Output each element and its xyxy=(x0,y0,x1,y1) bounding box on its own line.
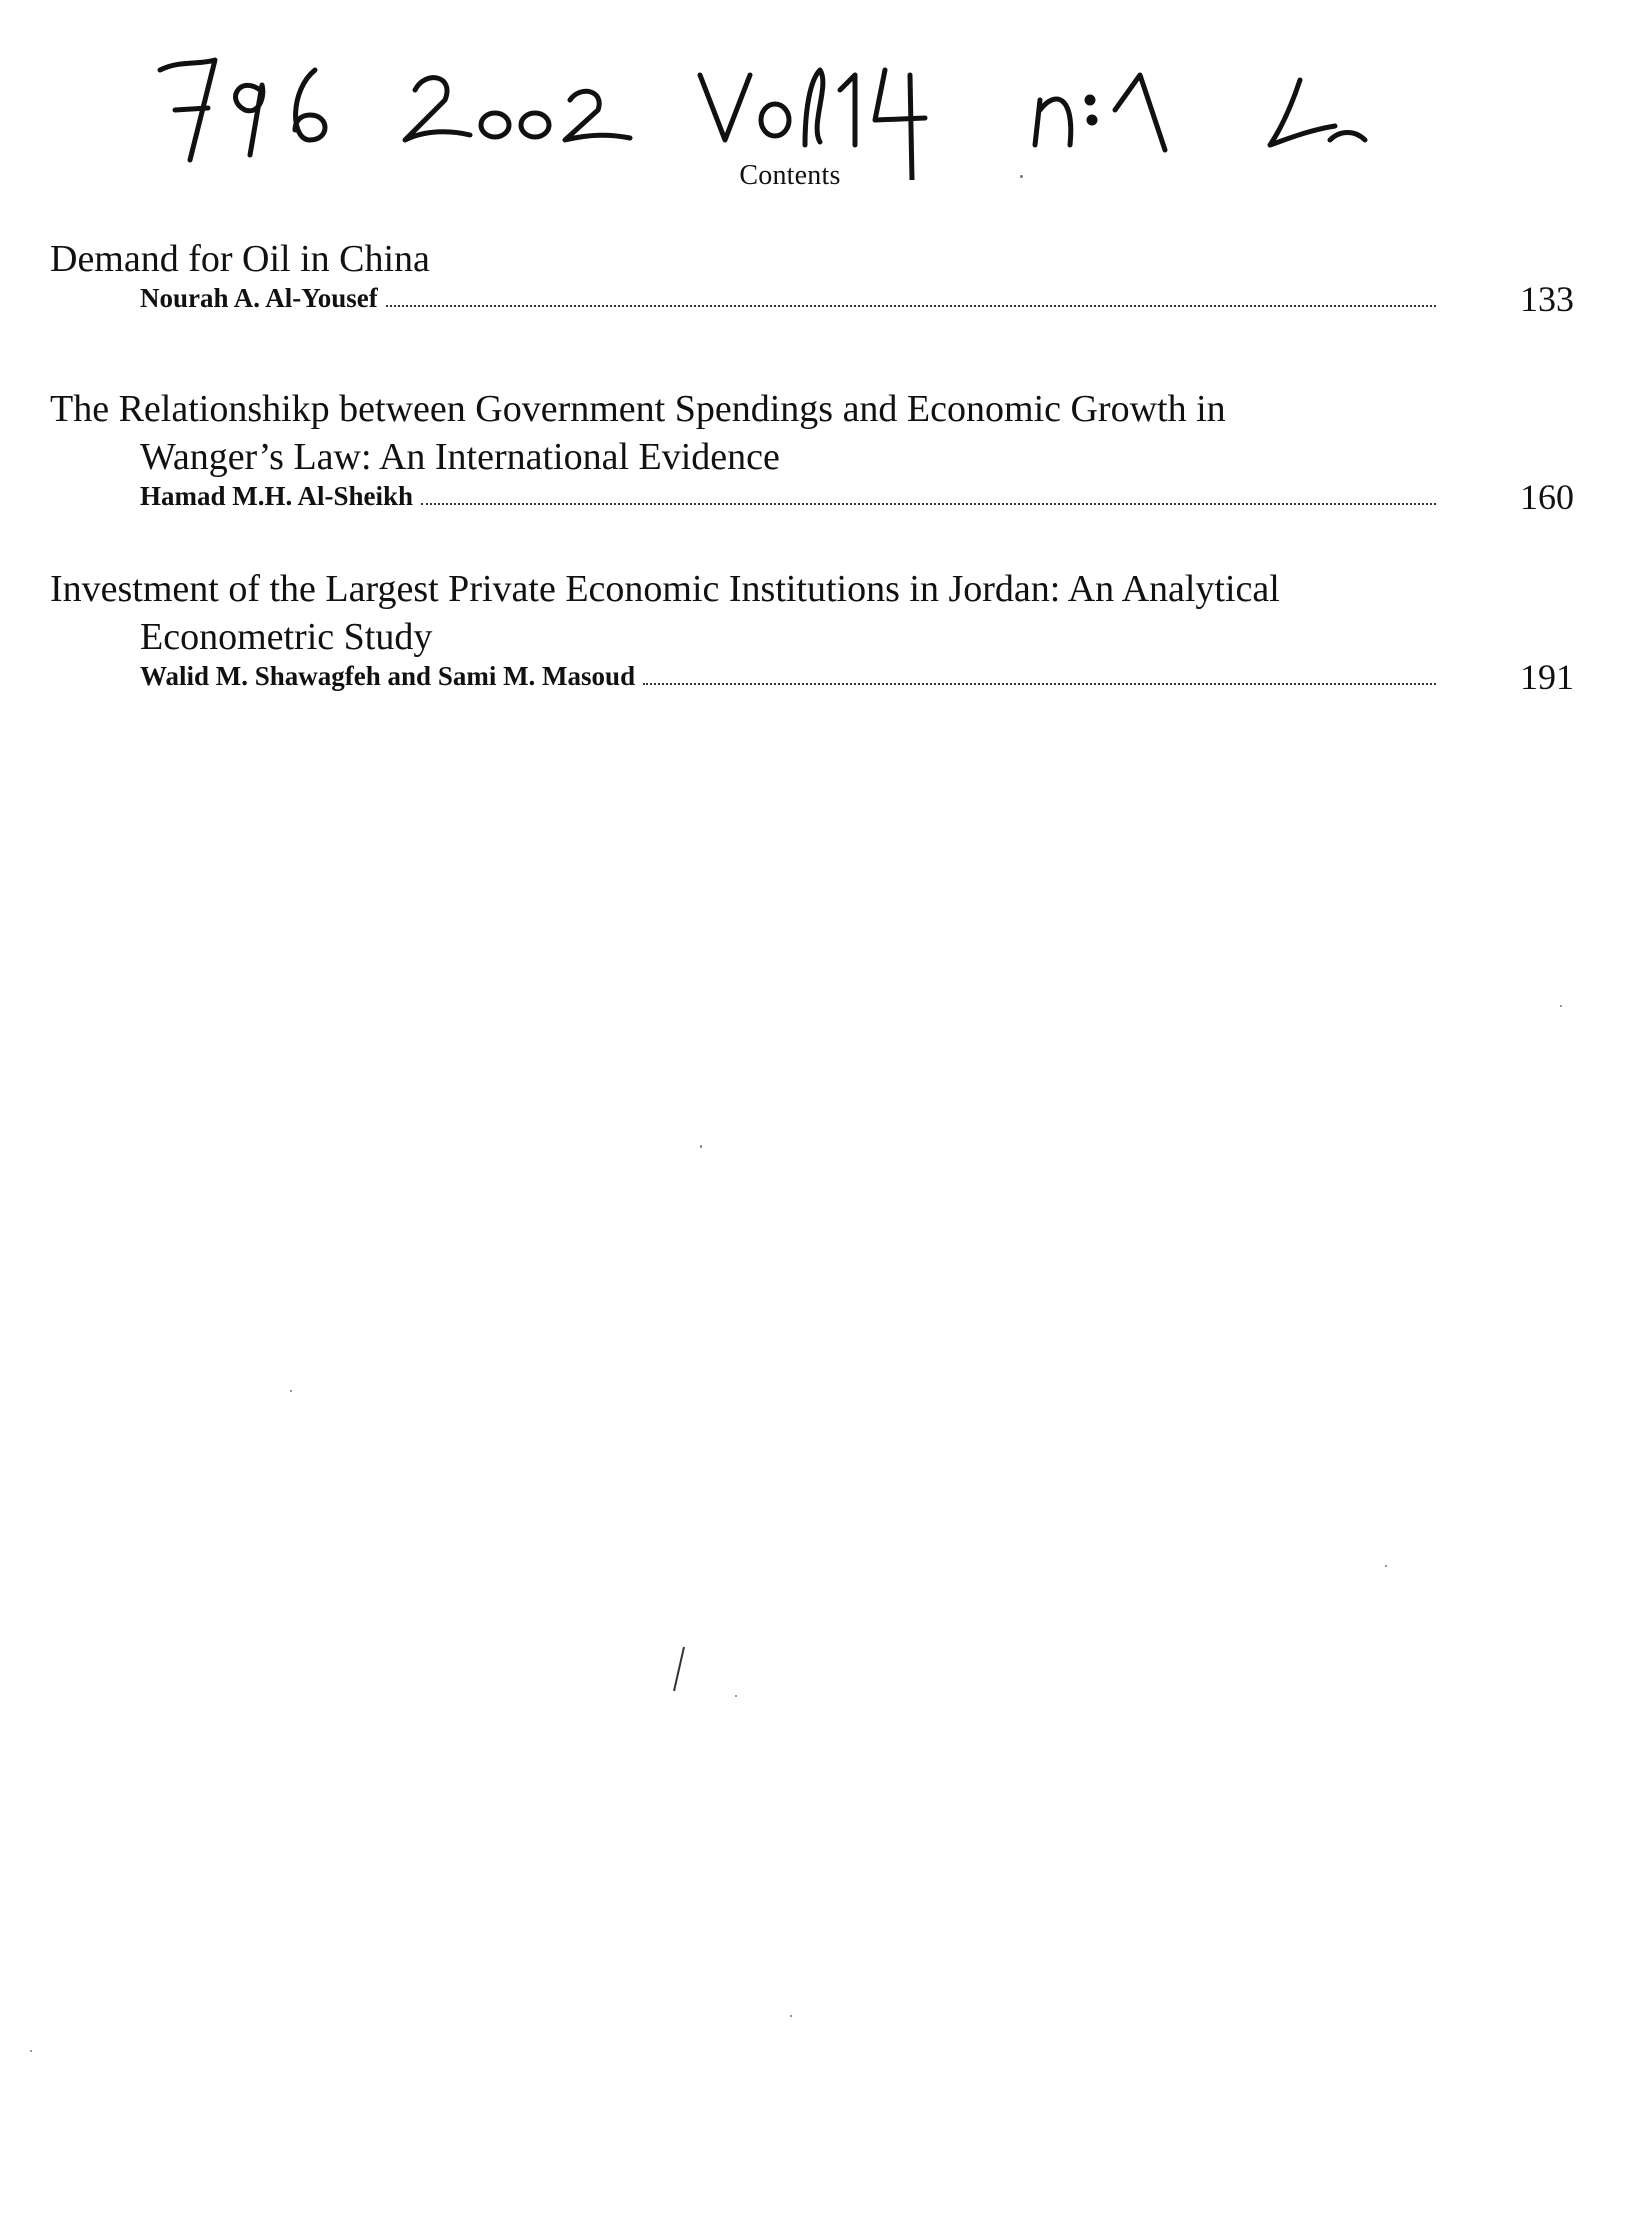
scan-speck xyxy=(30,2050,32,2052)
entry-title-line: Econometric Study xyxy=(140,616,433,658)
entry-byline xyxy=(140,477,1574,517)
entry-byline xyxy=(140,279,1574,319)
entry-byline xyxy=(140,657,1574,697)
entry-author: Hamad M.H. Al-Sheikh xyxy=(140,481,414,511)
entry-title-line: Demand for Oil in China xyxy=(50,238,430,280)
handwritten-annotation xyxy=(140,30,1560,180)
scan-speck xyxy=(1385,1565,1387,1567)
entry-title xyxy=(50,565,1540,661)
scan-speck xyxy=(790,2015,792,2017)
scan-speck xyxy=(1020,175,1023,178)
entry-page-number: 191 xyxy=(1520,657,1574,697)
scan-speck xyxy=(1560,1005,1562,1007)
entry-page-number: 160 xyxy=(1520,477,1574,517)
scan-speck xyxy=(735,1695,737,1697)
toc-entry xyxy=(50,235,1574,319)
toc-entry xyxy=(50,385,1574,517)
entry-title-line: The Relationshikp between Government Spendings and Economic Growth in xyxy=(50,388,1226,430)
entry-title xyxy=(50,385,1540,481)
scan-speck xyxy=(700,1145,702,1148)
toc-entry xyxy=(50,565,1574,697)
entry-author: Nourah A. Al-Yousef xyxy=(140,283,378,313)
entry-title-line: Investment of the Largest Private Economic Institutions in Jordan: An Analytical xyxy=(50,568,1280,610)
entry-title xyxy=(50,235,1540,283)
scan-mark xyxy=(670,1645,690,1695)
entry-page-number: 133 xyxy=(1520,279,1574,319)
contents-heading: Contents xyxy=(739,160,841,191)
entry-author: Walid M. Shawagfeh and Sami M. Masoud xyxy=(140,661,636,691)
dot-leader xyxy=(421,502,1436,505)
dot-leader xyxy=(643,682,1436,685)
scan-speck xyxy=(290,1390,292,1392)
dot-leader xyxy=(386,304,1436,307)
entry-title-line: Wanger’s Law: An International Evidence xyxy=(140,436,780,478)
